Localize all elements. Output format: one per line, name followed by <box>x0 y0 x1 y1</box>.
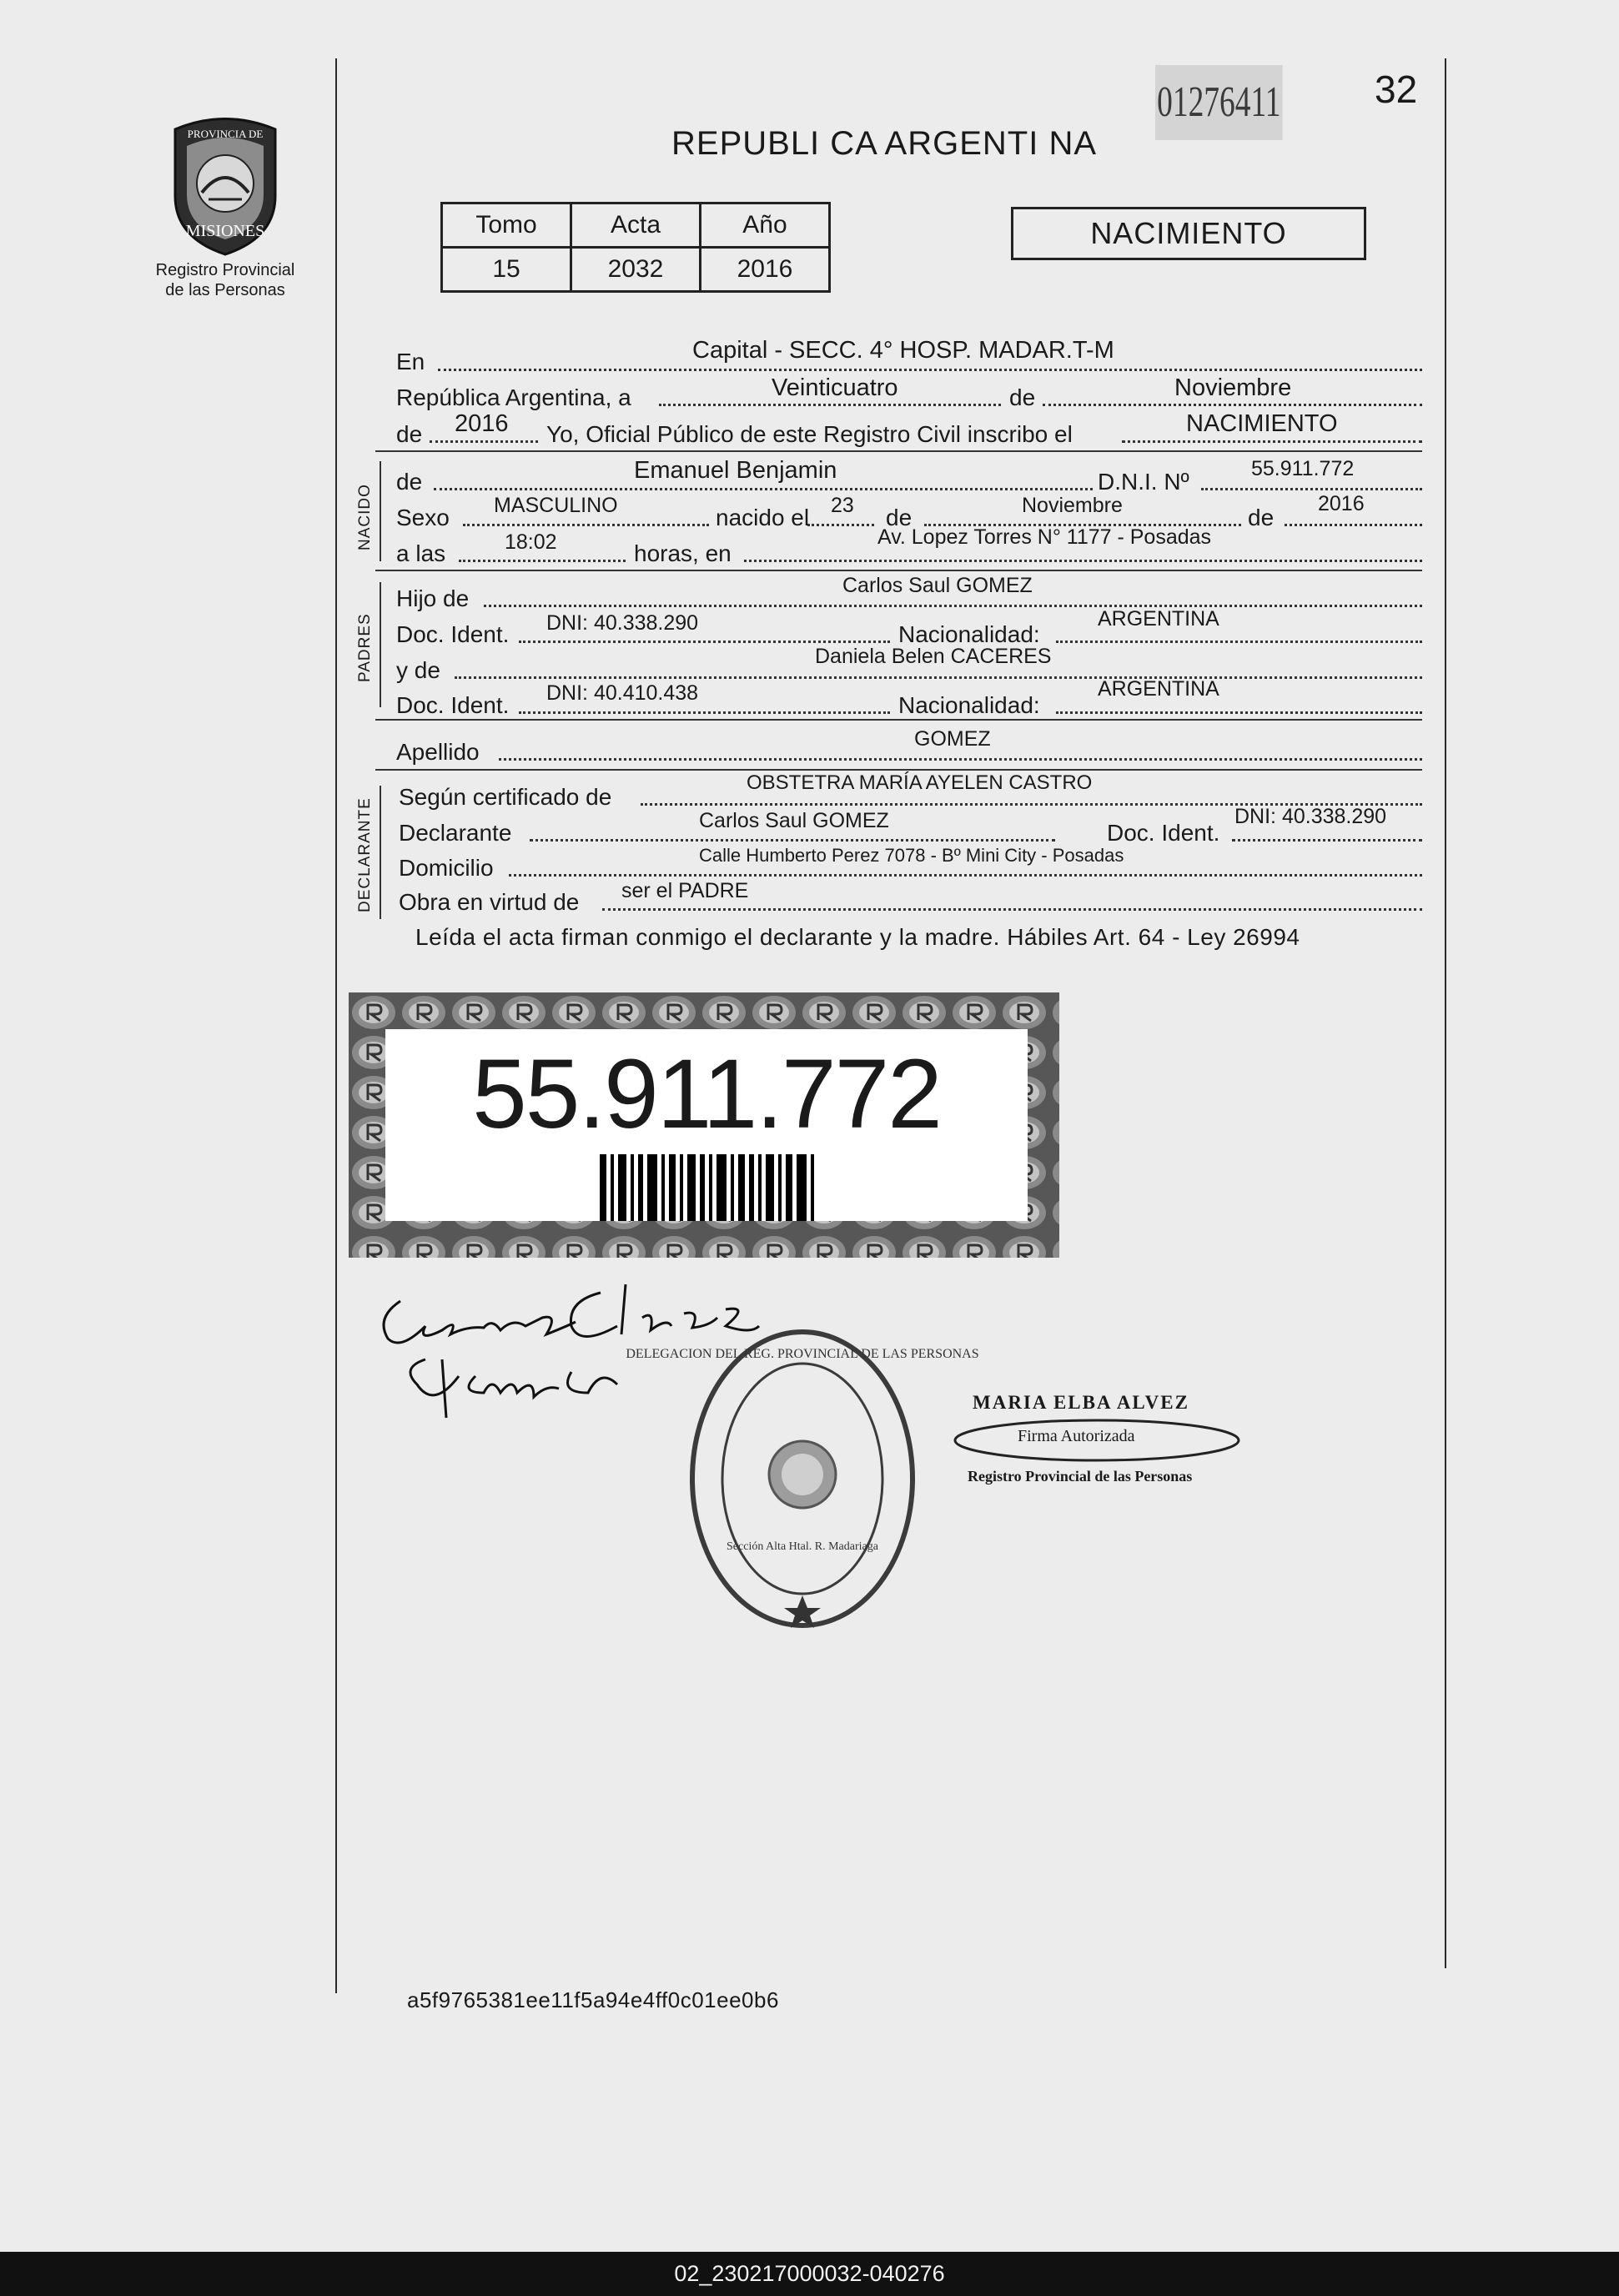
record-table-header: Año <box>701 203 830 248</box>
dotted-line <box>1232 839 1422 842</box>
time-label: a las <box>396 540 446 566</box>
dotted-line <box>807 524 874 526</box>
record-table-cell: 2016 <box>701 248 830 292</box>
dotted-line <box>1056 711 1422 714</box>
dotted-line <box>1201 488 1422 490</box>
dotted-line <box>530 839 1055 842</box>
dotted-line <box>509 874 1422 877</box>
declarante-section-label: DECLARANTE <box>356 797 374 912</box>
barcode-bar <box>669 1154 676 1221</box>
decl-label: Declarante <box>399 820 512 846</box>
logo-name-text: MISIONES <box>185 222 265 240</box>
nacido-de-label-2: de <box>886 505 913 530</box>
hijo-label: Hijo de <box>396 585 470 611</box>
section-divider <box>375 769 1422 771</box>
de-label: de <box>1009 384 1036 410</box>
dotted-line <box>1285 524 1422 526</box>
province-coat-of-arms-icon <box>158 113 292 259</box>
year-prefix-label: de <box>396 421 423 447</box>
barcode-bar <box>611 1154 614 1221</box>
mother-doc-value: DNI: 40.410.438 <box>546 681 699 705</box>
dom-label: Domicilio <box>399 855 494 881</box>
barcode-bar <box>758 1154 762 1221</box>
section-divider <box>375 570 1422 571</box>
barcode-bar <box>749 1154 754 1221</box>
footer-filename: 02_230217000032-040276 <box>0 2252 1619 2296</box>
father-doc-label: Doc. Ident. <box>396 621 510 647</box>
barcode-label <box>349 992 1059 1258</box>
obra-label: Obra en virtud de <box>399 889 580 915</box>
decl-doc-label: Doc. Ident. <box>1107 820 1220 846</box>
child-name-value: Emanuel Benjamin <box>634 457 837 484</box>
barcode-bar <box>738 1154 745 1221</box>
obra-value: ser el PADRE <box>621 879 749 902</box>
barcode-bar <box>687 1154 696 1221</box>
apellido-value: GOMEZ <box>914 727 991 751</box>
authorized-name: MARIA ELBA ALVEZ <box>973 1392 1189 1413</box>
barcode-bar <box>700 1154 705 1221</box>
birth-day-value: 23 <box>831 494 854 517</box>
barcode-bar <box>811 1154 814 1221</box>
record-table-value-row <box>442 248 830 292</box>
dotted-line <box>519 641 890 643</box>
seal-inner-text: Sección Alta Htal. R. Madariaga <box>727 1540 878 1553</box>
registry-line2: de las Personas <box>165 281 285 299</box>
barcode-bar <box>778 1154 782 1221</box>
barcode-bar <box>786 1154 792 1221</box>
record-table-cell: 2032 <box>571 248 701 292</box>
nacido-section-line <box>380 461 381 561</box>
authorized-signature-stamp <box>951 1389 1251 1501</box>
decl-value: Carlos Saul GOMEZ <box>699 809 889 832</box>
dom-value: Calle Humberto Perez 7078 - Bº Mini City - Posadas <box>699 845 1124 866</box>
barcode-bar <box>680 1154 683 1221</box>
record-table <box>440 202 831 293</box>
seal-outer-text: DELEGACION DEL REG. PROVINCIAL DE LAS PERSONAS <box>626 1347 979 1361</box>
section-divider <box>375 450 1422 452</box>
dotted-line <box>602 908 1422 911</box>
barcode-bar <box>709 1154 712 1221</box>
record-type-box: NACIMIENTO <box>1011 207 1366 260</box>
dotted-line <box>1056 641 1422 643</box>
year-value: 2016 <box>455 410 509 437</box>
record-table-header: Tomo <box>442 203 571 248</box>
month-value: Noviembre <box>1174 374 1292 401</box>
record-table-header-row <box>442 203 830 248</box>
country-title: REPUBLI CA ARGENTI NA <box>671 125 1098 162</box>
decl-doc-value: DNI: 40.338.290 <box>1234 805 1387 828</box>
document-hash: a5f9765381ee11f5a94e4ff0c01ee0b6 <box>407 1987 779 2012</box>
barcode-bar <box>766 1154 774 1221</box>
mother-nat-value: ARGENTINA <box>1098 677 1219 701</box>
nacido-section-label: NACIDO <box>356 484 374 550</box>
authorized-title: Firma Autorizada <box>1018 1427 1135 1445</box>
cert-value: OBSTETRA MARÍA AYELEN CASTRO <box>747 771 1093 794</box>
oficial-label: Yo, Oficial Público de este Registro Civil inscribo el <box>546 421 1073 447</box>
barcode-bar <box>731 1154 734 1221</box>
right-margin-line <box>1445 58 1446 1968</box>
padres-section-line <box>380 582 381 707</box>
registry-label <box>133 260 317 300</box>
barcode-number: 55.911.772 <box>472 1039 941 1149</box>
apellido-label: Apellido <box>396 739 480 765</box>
sexo-value: MASCULINO <box>494 494 618 517</box>
barcode-bar <box>647 1154 657 1221</box>
horas-label: horas, en <box>634 540 732 566</box>
dotted-line <box>1122 440 1422 443</box>
cert-label: Según certificado de <box>399 784 612 810</box>
dni-label: D.N.I. Nº <box>1098 469 1189 495</box>
dotted-line <box>499 758 1422 761</box>
nacido-el-label: nacido el <box>716 505 810 530</box>
record-table-cell: 15 <box>442 248 571 292</box>
section-divider <box>375 719 1422 721</box>
sexo-label: Sexo <box>396 505 450 530</box>
record-table-header: Acta <box>571 203 701 248</box>
authorized-registry: Registro Provincial de las Personas <box>968 1468 1193 1485</box>
father-nat-label: Nacionalidad: <box>898 621 1040 647</box>
dotted-line <box>519 711 890 714</box>
child-dni-value: 55.911.772 <box>1251 457 1355 480</box>
left-margin-line <box>335 58 337 1993</box>
father-doc-value: DNI: 40.338.290 <box>546 611 699 635</box>
place-value: Capital - SECC. 4° HOSP. MADAR.T-M <box>692 337 1114 364</box>
dotted-line <box>1043 404 1422 406</box>
dotted-line <box>744 560 1422 562</box>
barcode-bar <box>661 1154 665 1221</box>
act-value: NACIMIENTO <box>1186 410 1338 437</box>
day-value: Veinticuatro <box>772 374 898 401</box>
mother-doc-label: Doc. Ident. <box>396 692 510 718</box>
dotted-line <box>430 440 538 443</box>
dotted-line <box>459 560 626 562</box>
father-nat-value: ARGENTINA <box>1098 607 1219 631</box>
logo-province-text: PROVINCIA DE <box>187 128 264 140</box>
barcode-bar <box>618 1154 626 1221</box>
closing-text: Leída el acta firman conmigo el declarante y la madre. Hábiles Art. 64 - Ley 26994 <box>415 924 1300 950</box>
birth-place-value: Av. Lopez Torres N° 1177 - Posadas <box>877 525 1212 549</box>
dotted-line <box>455 676 1422 679</box>
dotted-line <box>463 524 709 526</box>
time-value: 18:02 <box>505 530 557 554</box>
dotted-line <box>438 369 1422 371</box>
dotted-line <box>434 488 1093 490</box>
y-de-label: y de <box>396 657 440 683</box>
republica-label: República Argentina, a <box>396 384 631 410</box>
registry-seal <box>626 1324 979 1633</box>
barcode-bar <box>631 1154 634 1221</box>
nacido-de-label: de <box>396 469 423 495</box>
barcode-bars <box>510 1154 903 1221</box>
dotted-line <box>484 605 1422 607</box>
page-number: 32 <box>1375 68 1418 111</box>
father-name-value: Carlos Saul GOMEZ <box>842 574 1033 597</box>
declarante-section-line <box>380 786 381 919</box>
barcode-bar <box>638 1154 643 1221</box>
mother-nat-label: Nacionalidad: <box>898 692 1040 718</box>
dotted-line <box>659 404 1001 406</box>
serial-stamp: 01276411 <box>1155 65 1283 140</box>
birth-year-value: 2016 <box>1318 492 1365 515</box>
nacido-de-label-3: de <box>1248 505 1275 530</box>
barcode-bar <box>600 1154 606 1221</box>
barcode-bar <box>716 1154 727 1221</box>
mother-name-value: Daniela Belen CACERES <box>815 645 1052 668</box>
birth-month-value: Noviembre <box>1022 494 1123 517</box>
barcode-bar <box>797 1154 807 1221</box>
registry-line1: Registro Provincial <box>155 261 295 279</box>
en-label: En <box>396 349 425 374</box>
barcode-white-area <box>385 1029 1028 1221</box>
padres-section-label: PADRES <box>356 613 374 682</box>
